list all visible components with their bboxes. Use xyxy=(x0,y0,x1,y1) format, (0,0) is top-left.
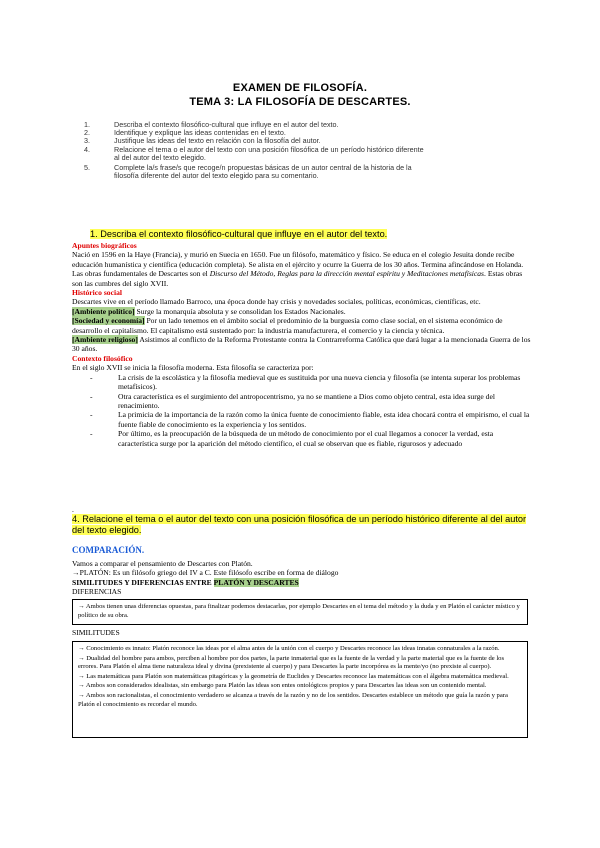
list-item: 4. Relacione el tema o el autor del texto con una posición filosófica de un período histórico diferente al del autor del texto elegido. xyxy=(84,144,424,162)
question-list xyxy=(84,121,424,180)
list-item: - La crisis de la escolástica y la filosofía medieval que es sustituida por una nueva ciencia y filosofía (se intenta superar los problemas metafísicos). xyxy=(90,372,521,392)
vamos-text: Vamos a comparar el pensamiento de Descartes con Platón. xyxy=(72,559,253,568)
dot: . xyxy=(72,505,74,514)
contexto-label: Contexto filosófico xyxy=(72,353,133,363)
section1-heading: 1. Describa el contexto filosófico-cultural que influye en el autor del texto. xyxy=(90,229,388,239)
exam-title: EXAMEN DE FILOSOFÍA. xyxy=(232,82,368,94)
section4-heading: 4. Relacione el tema o el autor del texto con una posición filosófica de un período histórico diferente al del autor del texto elegido. xyxy=(72,514,527,535)
section4-body xyxy=(72,559,532,597)
sociedad-paragraph: [Sociedad y economía] Por un lado tenemos en el ámbito social el predominio de la burguesía como clase social, en el sistema económico de desarrollo el capitalismo. El capitalismo está sustentado por: la industria manufacturera, el comercio y la ciencia y técnica. xyxy=(72,316,503,335)
topic-title: TEMA 3: LA FILOSOFÍA DE DESCARTES. xyxy=(189,96,411,108)
list-item: → Ambos son considerados idealistas, sin embargo para Platón las ideas son entes ontológicos propios y para Descartes las ideas son un contenido mental. xyxy=(78,682,487,690)
comparacion-heading: COMPARACIÓN. xyxy=(72,545,145,555)
platon-text: →PLATÓN: Es un filósofo griego del IV a C. Este filósofo escribe en forma de diálogo xyxy=(72,568,339,578)
list-item: → Ambos son racionalistas, el conocimiento verdadero se alcanza a través de la razón y no de los sentidos. Descartes establece un método que guía la razón y para Platón el conocimiento es recordar el mundo. xyxy=(78,691,508,708)
list-item: - Otra característica es el surgimiento del antropocentrismo, ya no se mantiene a Dios como objeto central, esta idea surge del renacimiento. xyxy=(90,391,495,410)
contexto-text: En el siglo XVII se inicia la filosofía moderna. Esta filosofía se caracteriza por: xyxy=(72,363,314,373)
apuntes-text: Nació en 1596 en la Haye (Francia), y murió en Suecia en 1650. Fue un filósofo, matemático y físico. Se educa en el colegio Jesuita donde recibe educación humanística y científica (educación completa). Se alista en el ejército y ocurre la Guerra de los 30 años. Termina afincándose en Holanda. Las obras fundamentales de Descartes son el Discurso del Método, Reglas para la dirección mental espíritu y Meditaciones metafísicas. Estas obras son las cumbres del siglo XVII. xyxy=(72,250,524,288)
historico-label: Histórico social xyxy=(72,288,122,298)
religioso-paragraph: [Ambiente religioso] Asistimos al conflicto de la Reforma Protestante contra la Contrarreforma Católica que dará lugar a la mencionada Guerra de los 30 años. xyxy=(72,335,531,354)
list-item: → Las matemáticas para Platón son matemáticas pitagóricas y la geometría de Euclides y Descartes reconoce las matemáticas con el álgebra matemática medieval. xyxy=(78,672,509,680)
diferencias-box: → Ambos tienen unas diferencias opuestas, para finalizar podemos destacarlas, por ejemplo Descartes en el tema del método y la duda y en Platón el carácter místico y político de su obra. xyxy=(72,599,528,625)
sim-dif-heading: SIMILITUDES Y DIFERENCIAS ENTRE PLATÓN Y DESCARTES xyxy=(72,577,299,587)
list-item: 1. Describa el contexto filosófico-cultural que influye en el autor del texto. xyxy=(84,120,339,129)
list-item: - La primicia de la importancia de la razón como la única fuente de conocimiento fiable, esta idea chocará contra el empirismo, el cual la fuente fiable de conocimiento es la experiencia y los sentidos. xyxy=(90,410,530,429)
list-item: - Por último, es la preocupación de la búsqueda de un método de conocimiento por el cual llegamos a conocer la verdad, esta característica surge por la aparición del método científico, el cual se observan que es fiable, rigurosos y adecuado xyxy=(90,429,494,448)
list-item: 5. Complete la/s frase/s que recoge/n propuestas básicas de un autor central de la historia de la filosofía diferente del autor del texto elegido para su comentario. xyxy=(84,163,412,181)
apuntes-label: Apuntes biográficos xyxy=(72,241,137,250)
list-item: 3. Justifique las ideas del texto en relación con la filosofía del autor. xyxy=(84,136,321,146)
historico-text: Descartes vive en el período llamado Barroco, una época donde hay crisis y novedades sociales, políticas, económicas, científicas, etc. xyxy=(72,297,481,307)
similitudes-box xyxy=(72,641,528,738)
diferencias-label: DIFERENCIAS xyxy=(72,587,122,597)
similitudes-label: SIMILITUDES xyxy=(72,628,120,637)
politico-paragraph: [Ambiente político] Surge la monarquía absoluta y se consolidan los Estados Nacionales. xyxy=(72,306,346,316)
section1-body xyxy=(72,241,532,448)
list-item: 2. Identifique y explique las ideas contenidas en el texto. xyxy=(84,128,286,138)
list-item: → Dualidad del hombre para ambos, perciben al hombre por dos partes, la parte inmaterial que es la fuente de la verdad y la parte material que es la fuente de los errores. Para Platón el alma tiene naturaleza ideal y divina (prexistente al cuerpo) y para Descartes la parte incorpórea es la mente/yo (no prexiste al cuerpo). xyxy=(78,654,505,671)
list-item: → Conocimiento es innato: Platón reconoce las ideas por el alma antes de la unión con el cuerpo y Descartes reconoce las ideas innatas connaturales a la razón. xyxy=(78,645,500,652)
